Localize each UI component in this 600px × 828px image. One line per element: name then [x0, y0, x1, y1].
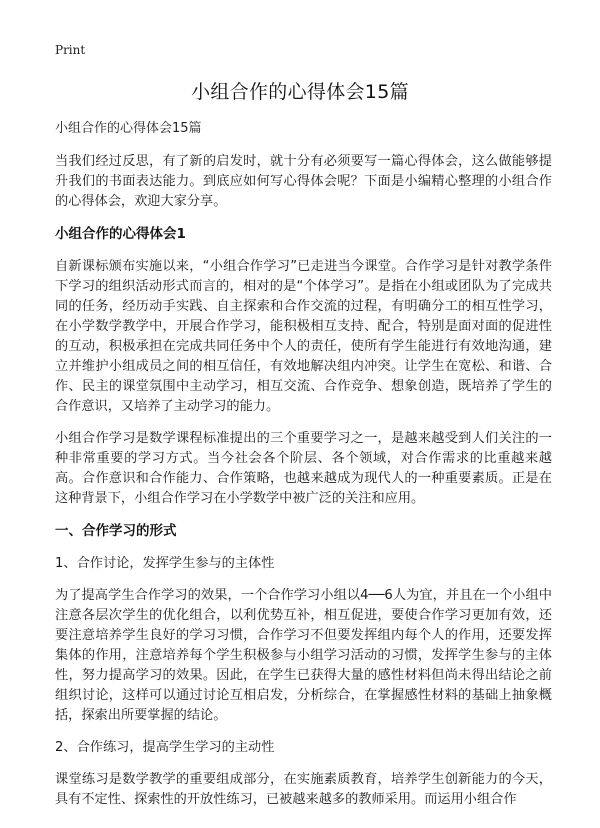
document-subtitle: 小组合作的心得体会15篇 — [55, 121, 202, 136]
intro-paragraph: 当我们经过反思，有了新的启发时，就十分有必须要写一篇心得体会，这么做能够提升我们的书面表达能力。到底应如何写心得体会呢？下面是小编精心整理的小组合作的心得体会，欢迎大家分享。 — [55, 154, 552, 209]
print-link[interactable]: Print — [55, 43, 86, 57]
section-heading: 小组合作的心得体会1 — [55, 226, 186, 242]
subsection-heading: 2、合作练习，提高学生学习的主动性 — [55, 740, 275, 755]
body-paragraph: 自新课标颁布实施以来，“小组合作学习”已走进当今课堂。合作学习是针对教学条件下学习的组织活动形式而言的，相对的是“个体学习”。是指在小组或团队为了完成共同的任务，经历动手实践、自主探索和合作交流的过程，有明确分工的相互性学习，在小学数学教学中，开展合作学习，能积极相互支持、配合，特别是面对面的促进性的互动，积极承担在完成共同任务中个人的责任，使所有学生能进行有效地沟通，建立并维护小组成员之间的相互信任，有效地解决组内冲突。让学生在宽松、和谐、合作、民主的课堂氛围中主动学习，相互交流、合作竞争、想象创造，既培养了学生的合作意识，又培养了主动学习的能力。 — [55, 259, 552, 414]
body-paragraph: 课堂练习是数学教学的重要组成部分，在实施素质教育，培养学生创新能力的今天，具有不定性、探索性的开放性练习，已被越来越多的教师采用。而运用小组合作 — [55, 772, 552, 807]
page-title: 小组合作的心得体会15篇 — [191, 81, 409, 103]
section-heading: 一、合作学习的形式 — [55, 523, 177, 539]
subsection-heading: 1、合作讨论，发挥学生参与的主体性 — [55, 556, 275, 571]
body-paragraph: 为了提高学生合作学习的效果，一个合作学习小组以4──6人为宜，并且在一个小组中注意各层次学生的优化组合，以利优势互补，相互促进，要使合作学习更加有效，还要注意培养学生良好的学习习惯，合作学习不但要发挥组内每个人的作用，还要发挥集体的作用，注意培养每个学生积极参与小组学习活动的习惯，发挥学生参与的主体性，努力提高学习的效果。因此，在学生已获得大量的感性材料但尚未得出结论之前组织讨论，这样可以通过讨论互相启发，分析综合，在掌握感性材料的基础上抽象概括，探索出所要掌握的结论。 — [55, 588, 552, 723]
body-paragraph: 小组合作学习是数学课程标准提出的三个重要学习之一，是越来越受到人们关注的一种非常重要的学习方式。当今社会各个阶层、各个领域，对合作需求的比重越来越高。合作意识和合作能力、合作策略，也越来越成为现代人的一种重要素质。正是在这种背景下，小组合作学习在小学数学中被广泛的关注和应用。 — [55, 431, 552, 506]
document-body — [55, 120, 552, 822]
